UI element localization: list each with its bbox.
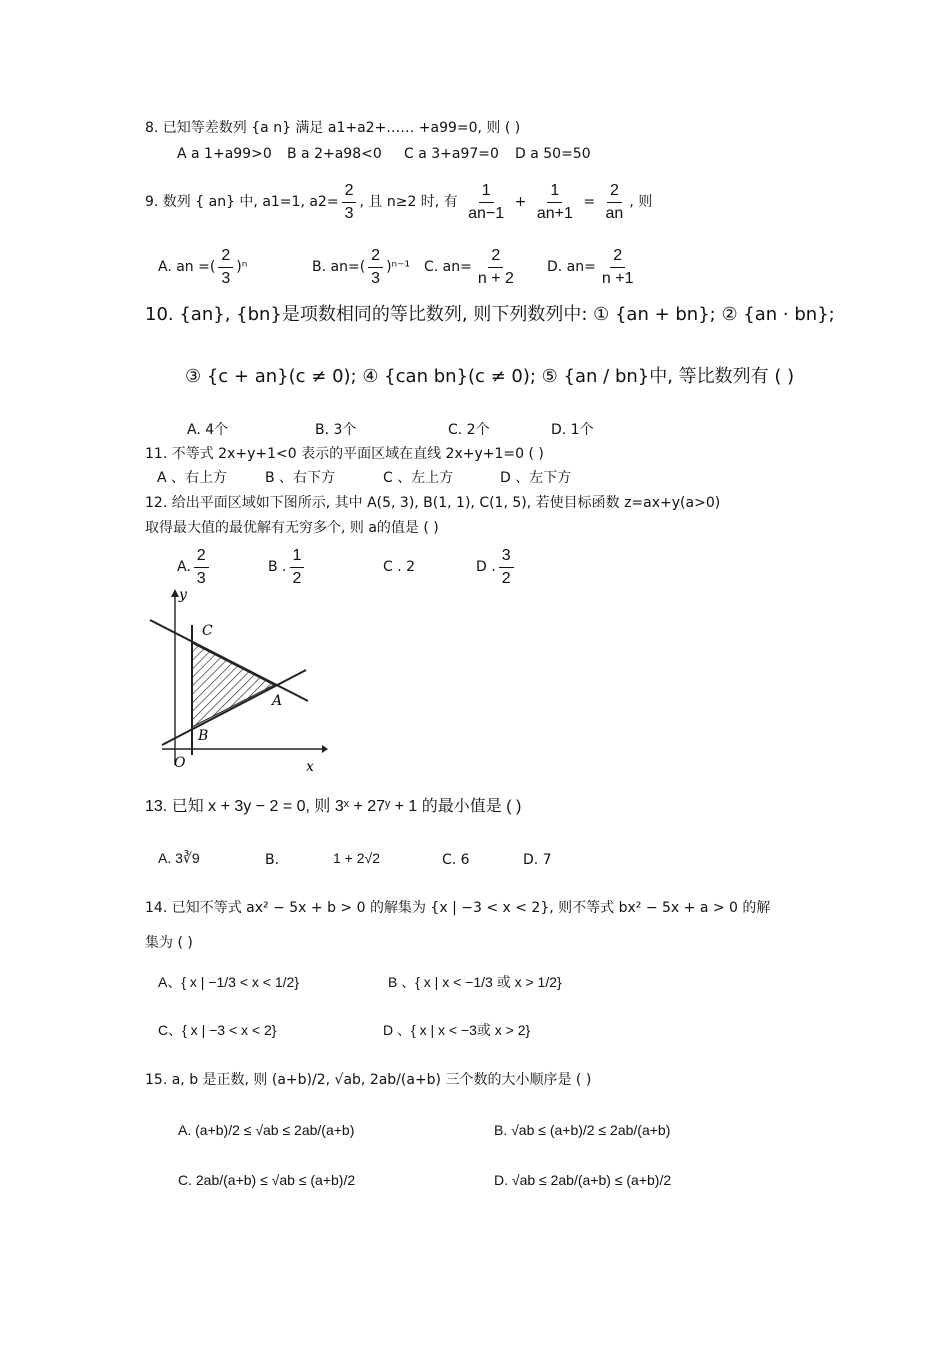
label-y: y xyxy=(179,587,187,603)
q9-stem-mid: , 且 n≥2 时, 有 xyxy=(359,194,458,210)
q12-stem-1: 12. 给出平面区域如下图所示, 其中 A(5, 3), B(1, 1), C(1, 5), 若使目标函数 z=ax+y(a>0) xyxy=(145,495,721,511)
q9-frac-2: $\frac{1}{an+1}$ xyxy=(536,181,573,222)
q9-stem-post: , 则 xyxy=(629,194,653,210)
q10-line1: 10. {an}, {bn}是项数相同的等比数列, 则下列数列中: ① {an + bn}; ② {an · bn}; xyxy=(145,304,835,325)
q9-option-d: D. an= $\frac{2}{n +1}$ xyxy=(547,246,634,287)
q9-stem: 9. 数列 { an} 中, a1=1, a2= $\frac{2}{3}$ , 且 n≥2 时, 有 $\frac{1}{an-1}$ + $\frac{1}{an+1}$ = $\frac{2}{an}$ , 则 xyxy=(145,181,653,222)
q10-option-d: D. 1个 xyxy=(551,422,594,438)
q13-option-a: A. 3∛9 xyxy=(158,850,200,866)
q15-stem: 15. a, b 是正数, 则 (a+b)/2, √ab, 2ab/(a+b) 三个数的大小顺序是 ( ) xyxy=(145,1072,592,1088)
q14-stem-1: 14. 已知不等式 ax² − 5x + b > 0 的解集为 {x | −3 < x < 2}, 则不等式 bx² − 5x + a > 0 的解 xyxy=(145,900,771,916)
q9-frac-3: $\frac{2}{an}$ xyxy=(605,181,624,222)
q9-stem-pre: 9. 数列 { an} 中, a1=1, a2= xyxy=(145,194,339,210)
q11-stem: 11. 不等式 2x+y+1<0 表示的平面区域在直线 2x+y+1=0 ( ) xyxy=(145,446,544,462)
q9-option-c: C. an= $\frac{2}{n + 2}$ xyxy=(424,246,514,287)
label-b: B xyxy=(198,728,209,744)
q10-option-b: B. 3个 xyxy=(315,422,357,438)
q13-stem: 13. 已知 x + 3y − 2 = 0, 则 3ˣ + 27ʸ + 1 的最小值是 ( ) xyxy=(145,798,522,815)
q8-option-a: A a 1+a99>0 xyxy=(177,146,272,162)
q14-stem-2: 集为 ( ) xyxy=(145,935,193,951)
q9-option-a: A. an =( $\frac{2}{3}$ )ⁿ xyxy=(158,246,248,287)
x-axis-arrow xyxy=(322,745,328,753)
q10-option-a: A. 4个 xyxy=(187,422,229,438)
q10-line2: ③ {c + an}(c ≠ 0); ④ {can bn}(c ≠ 0); ⑤ {an / bn}中, 等比数列有 ( ) xyxy=(185,366,795,387)
q11-option-c: C 、左上方 xyxy=(383,470,454,486)
q8-option-b: B a 2+a98<0 xyxy=(287,146,382,162)
q14-option-c: C、{ x | −3 < x < 2} xyxy=(158,1022,277,1038)
q8-stem: 8. 已知等差数列 {a n} 满足 a1+a2+…… +a99=0, 则 ( ) xyxy=(145,120,521,136)
q12-option-c: C . 2 xyxy=(383,559,416,575)
q15-option-c: C. 2ab/(a+b) ≤ √ab ≤ (a+b)/2 xyxy=(178,1172,356,1188)
q13-option-c: C. 6 xyxy=(442,852,470,868)
q13-option-b: B. xyxy=(265,852,280,868)
shaded-region xyxy=(192,643,274,727)
label-c: C xyxy=(202,623,213,639)
q14-option-d: D 、{ x | x < −3或 x > 2} xyxy=(383,1022,531,1038)
q11-option-d: D 、左下方 xyxy=(500,470,572,486)
label-x: x xyxy=(306,759,314,775)
q9-option-b: B. an=( $\frac{2}{3}$ )ⁿ⁻¹ xyxy=(312,246,411,287)
q13-option-d: D. 7 xyxy=(523,852,552,868)
q12-region-figure xyxy=(140,585,330,775)
y-axis-arrow xyxy=(171,589,179,597)
q15-option-a: A. (a+b)/2 ≤ √ab ≤ 2ab/(a+b) xyxy=(178,1122,355,1138)
q14-option-a: A、{ x | −1/3 < x < 1/2} xyxy=(158,974,300,990)
q10-option-c: C. 2个 xyxy=(448,422,490,438)
label-o: O xyxy=(174,755,186,771)
q15-option-d: D. √ab ≤ 2ab/(a+b) ≤ (a+b)/2 xyxy=(494,1172,672,1188)
q9-frac-1: $\frac{1}{an-1}$ xyxy=(468,181,505,222)
q12-option-b: B . $\frac{1}{2}$ xyxy=(268,545,307,589)
q12-stem-2: 取得最大值的最优解有无穷多个, 则 a的值是 ( ) xyxy=(145,520,439,536)
q12-option-a: A. $\frac{2}{3}$ xyxy=(177,545,212,589)
q8-option-d: D a 50=50 xyxy=(515,146,591,162)
q8-option-c: C a 3+a97=0 xyxy=(404,146,499,162)
q14-option-b: B 、{ x | x < −1/3 或 x > 1/2} xyxy=(388,974,562,990)
q15-option-b: B. √ab ≤ (a+b)/2 ≤ 2ab/(a+b) xyxy=(494,1122,671,1138)
q12-option-d: D . $\frac{3}{2}$ xyxy=(476,545,517,589)
q13-option-b-value: 1 + 2√2 xyxy=(333,850,380,866)
label-a: A xyxy=(272,693,283,709)
q11-option-b: B 、右下方 xyxy=(265,470,336,486)
q9-frac-a2: $\frac{2}{3}$ xyxy=(342,182,357,223)
q11-option-a: A 、右上方 xyxy=(157,470,228,486)
